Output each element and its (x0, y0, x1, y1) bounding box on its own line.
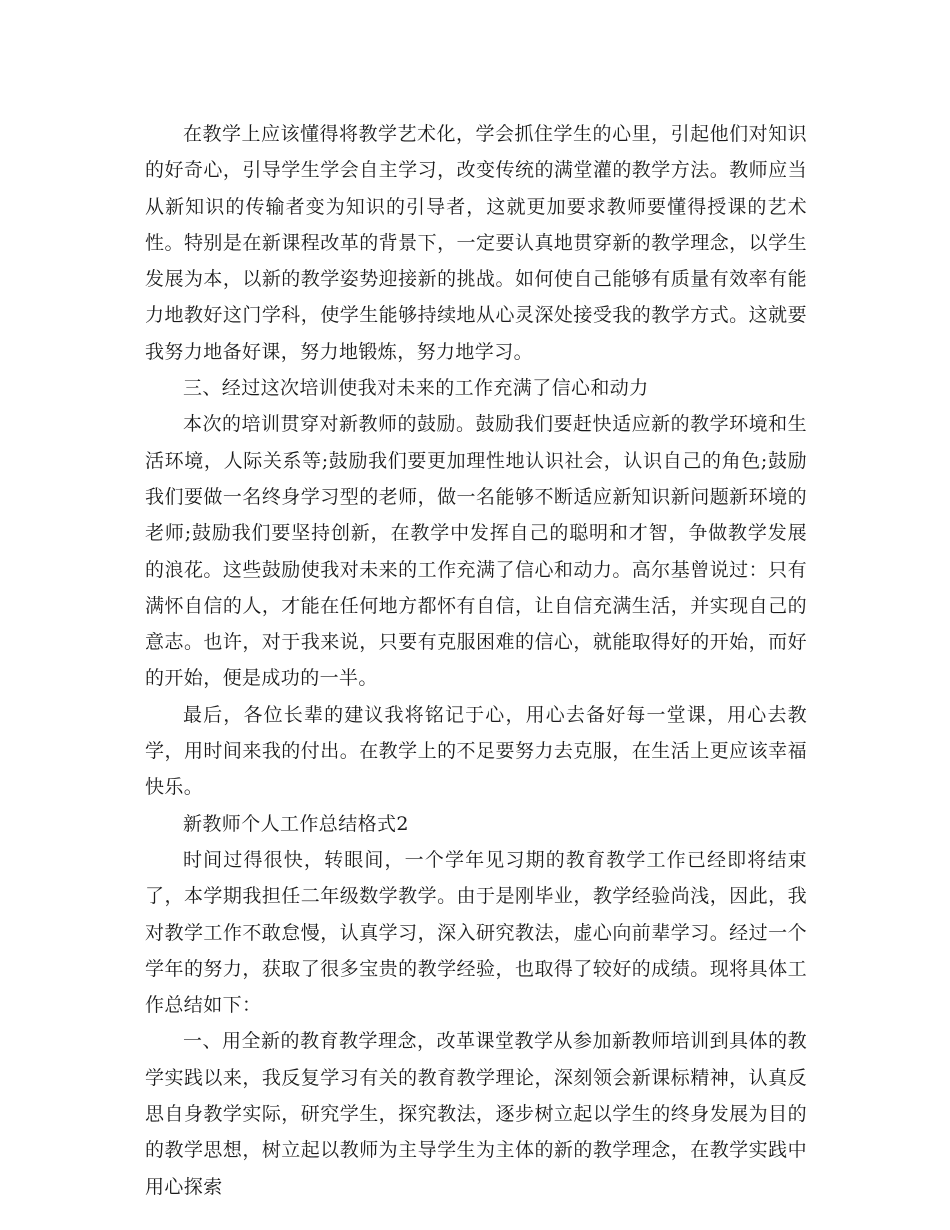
document-subtitle: 新教师个人工作总结格式2 (183, 812, 409, 835)
paragraph-teaching-art: 在教学上应该懂得将教学艺术化，学会抓住学生的心里，引起他们对知识的好奇心，引导学生学会自主学习，改变传统的满堂灌的教学方法。教师应当从新知识的传输者变为知识的引导者，这就更加要求教师要懂得授课的艺术性。特别是在新课程改革的背景下，一定要认真地贯穿新的教学理念，以学生发展为本，以新的教学姿势迎接新的挑战。如何使自己能够有质量有效率有能力地教好这门学科，使学生能够持续地从心灵深处接受我的教学方式。这就要我努力地备好课，努力地锻炼，努力地学习。 (145, 123, 807, 363)
paragraph-new-concepts: 一、用全新的教育教学理念，改革课堂教学从参加新教师培训到具体的教学实践以来，我反复学习有关的教育教学理论，深刻领会新课标精神，认真反思自身教学实际，研究学生，探究教法，逐步树立起以学生的终身发展为目的的教学思想，树立起以教师为主导学生为主体的新的教学理念，在教学实践中用心探索 (145, 1030, 807, 1198)
document-body (145, 116, 807, 1205)
section-heading-confidence: 三、经过这次培训使我对未来的工作充满了信心和动力 (183, 377, 649, 400)
paragraph-conclusion: 最后，各位长辈的建议我将铭记于心，用心去备好每一堂课，用心去教学，用时间来我的付出。在教学上的不足要努力去克服，在生活上更应该幸福快乐。 (145, 703, 807, 799)
paragraph-encouragement: 本次的培训贯穿对新教师的鼓励。鼓励我们要赶快适应新的教学环境和生活环境，人际关系等;鼓励我们要更加理性地认识社会，认识自己的角色;鼓励我们要做一名终身学习型的老师，做一名能够不断适应新知识新问题新环境的老师;鼓励我们要坚持创新，在教学中发挥自己的聪明和才智，争做教学发展的浪花。这些鼓励使我对未来的工作充满了信心和动力。高尔基曾说过：只有满怀自信的人，才能在任何地方都怀有自信，让自信充满生活，并实现自己的意志。也许，对于我来说，只要有克服困难的信心，就能取得好的开始，而好的开始，便是成功的一半。 (145, 413, 807, 690)
paragraph-intro-summary: 时间过得很快，转眼间，一个学年见习期的教育教学工作已经即将结束了，本学期我担任二年级数学教学。由于是刚毕业，教学经验尚浅，因此，我对教学工作不敢怠慢，认真学习，深入研究教法，虚心向前辈学习。经过一个学年的努力，获取了很多宝贵的教学经验，也取得了较好的成绩。现将具体工作总结如下： (145, 848, 807, 1017)
